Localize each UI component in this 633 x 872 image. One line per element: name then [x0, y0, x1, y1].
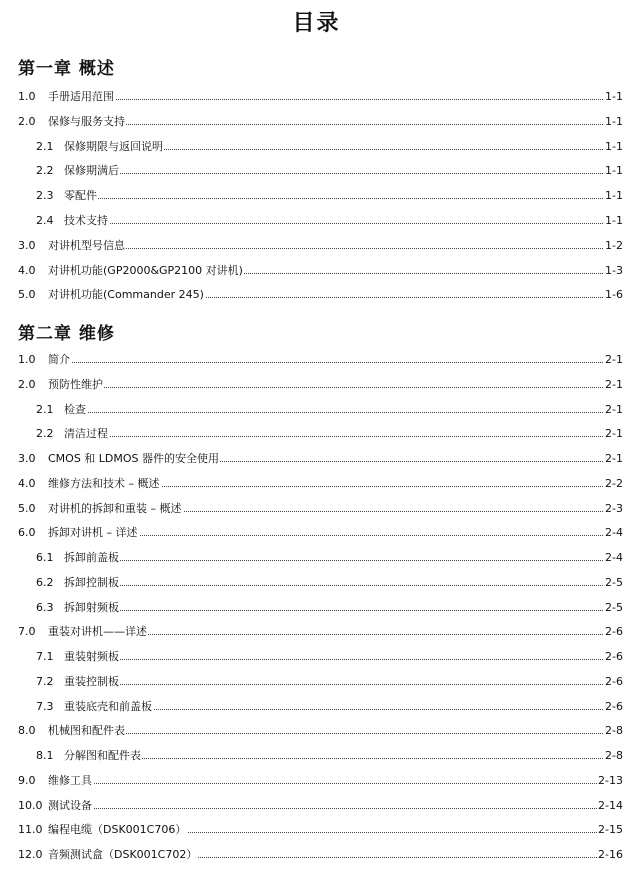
toc-entry-title: 测试设备	[48, 798, 92, 812]
toc-entry-number: 2.1	[36, 402, 54, 416]
toc-entry-number: 6.3	[36, 600, 54, 614]
toc-entry-page: 2-16	[598, 848, 623, 861]
toc-entry[interactable]	[0, 674, 633, 690]
toc-entry-title: 保修期限与返回说明	[64, 139, 163, 153]
toc-entry-title: 简介	[48, 353, 70, 366]
toc-entry-page: 1-2	[605, 238, 623, 252]
toc-entry[interactable]	[0, 798, 633, 814]
toc-leader-dots	[64, 758, 619, 759]
toc-entry-page: 2-1	[605, 353, 623, 366]
toc-entry-number: 12.0	[18, 848, 43, 861]
toc-entry-page: 2-1	[605, 402, 623, 416]
toc-leader-dots	[64, 436, 619, 437]
toc-entry[interactable]	[0, 188, 633, 204]
toc-entry-title: 重装对讲机——详述	[48, 625, 147, 639]
toc-entry-title: 零配件	[64, 189, 97, 203]
toc-leader-dots	[64, 198, 619, 199]
toc-entry-page: 2-4	[605, 551, 623, 564]
toc-entry-number: 5.0	[18, 288, 36, 302]
toc-entry[interactable]	[0, 649, 633, 665]
toc-entry-number: 8.1	[36, 749, 54, 762]
toc-entry[interactable]	[0, 213, 633, 229]
toc-entry-number: 4.0	[18, 263, 36, 277]
toc-entry-page: 2-2	[605, 476, 623, 490]
toc-leader-dots	[48, 387, 619, 388]
toc-entry-title: 清洁过程	[64, 427, 108, 441]
toc-entry-number: 6.0	[18, 526, 36, 540]
toc-entry-page: 2-5	[605, 600, 623, 614]
toc-entry-title: 音频测试盒（DSK001C702）	[48, 848, 198, 861]
toc-entry-number: 1.0	[18, 353, 36, 366]
toc-entry-title: 重装射频板	[64, 650, 119, 663]
toc-entry-title: 拆卸前盖板	[64, 551, 119, 564]
toc-entry-number: 3.0	[18, 238, 36, 252]
toc-entry-title: 拆卸控制板	[64, 575, 119, 589]
toc-entry-number: 11.0	[18, 823, 43, 837]
toc-entry[interactable]	[0, 426, 633, 442]
toc-entry-number: 7.0	[18, 625, 36, 639]
toc-entry-title: 对讲机功能(Commander 245)	[48, 288, 204, 302]
toc-entry-page: 2-8	[605, 749, 623, 762]
toc-entry[interactable]	[0, 263, 633, 279]
toc-entry[interactable]	[0, 402, 633, 418]
toc-entry-page: 2-6	[605, 674, 623, 688]
toc-entry-number: 2.1	[36, 139, 54, 153]
toc-entry-title: 分解图和配件表	[64, 749, 141, 762]
toc-entry-number: 2.2	[36, 427, 54, 441]
toc-entry-number: 10.0	[18, 798, 43, 812]
toc-leader-dots	[64, 659, 619, 660]
toc-entry[interactable]	[0, 114, 633, 130]
toc-entry-title: 手册适用范围	[48, 90, 114, 103]
toc-entry-title: 拆卸射频板	[64, 600, 119, 614]
toc-entry-number: 2.3	[36, 189, 54, 203]
toc-entry-page: 2-4	[605, 526, 623, 540]
toc-entry-page: 2-5	[605, 575, 623, 589]
toc-entry-number: 1.0	[18, 90, 36, 103]
toc-entry-title: 机械图和配件表	[48, 724, 125, 738]
toc-leader-dots	[64, 223, 619, 224]
toc-entry[interactable]	[0, 575, 633, 591]
page-title: 目录	[292, 11, 341, 36]
toc-entry-page: 1-1	[605, 189, 623, 203]
toc-entry-page: 2-1	[605, 377, 623, 391]
toc-entry-page: 1-6	[605, 288, 623, 302]
toc-entry-title: 预防性维护	[48, 377, 103, 391]
toc-entry-title: 检查	[64, 402, 86, 416]
toc-entry-page: 1-1	[605, 139, 623, 153]
toc-entry-number: 8.0	[18, 724, 36, 738]
toc-entry[interactable]	[0, 377, 633, 393]
toc-entry-title: 对讲机型号信息	[48, 238, 125, 252]
toc-entry-number: 7.1	[36, 650, 54, 663]
toc-entry-title: 技术支持	[64, 214, 108, 227]
toc-entry-page: 1-1	[605, 214, 623, 227]
toc-entry[interactable]	[0, 748, 633, 764]
toc-entry[interactable]	[0, 773, 633, 789]
toc-entry-page: 2-6	[605, 699, 623, 713]
toc-entry[interactable]	[0, 699, 633, 715]
toc-leader-dots	[64, 173, 619, 174]
toc-entry[interactable]	[0, 139, 633, 155]
toc-entry-number: 2.4	[36, 214, 54, 227]
toc-leader-dots	[48, 783, 619, 784]
toc-entry-number: 3.0	[18, 452, 36, 465]
toc-entry[interactable]	[0, 624, 633, 640]
toc-entry-number: 6.1	[36, 551, 54, 564]
toc-leader-dots	[64, 684, 619, 685]
chapter-1-heading: 第一章 概述	[18, 59, 115, 79]
toc-entry-number: 7.3	[36, 699, 54, 713]
toc-entry-number: 2.0	[18, 114, 36, 128]
toc-entry[interactable]	[0, 600, 633, 616]
toc-entry-page: 1-1	[605, 164, 623, 178]
toc-entry-title: CMOS 和 LDMOS 器件的安全使用	[48, 452, 220, 465]
toc-entry-number: 2.0	[18, 377, 36, 391]
toc-entry-page: 2-6	[605, 650, 623, 663]
toc-entry-title: 保修期满后	[64, 164, 119, 178]
toc-entry[interactable]	[0, 352, 633, 368]
toc-entry[interactable]	[0, 501, 633, 517]
toc-entry-number: 6.2	[36, 575, 54, 589]
toc-entry[interactable]	[0, 847, 633, 863]
toc-entry-page: 2-6	[605, 625, 623, 639]
toc-leader-dots	[64, 585, 619, 586]
toc-entry[interactable]	[0, 525, 633, 541]
toc-leader-dots	[64, 412, 619, 413]
toc-entry[interactable]	[0, 163, 633, 179]
toc-entry[interactable]	[0, 238, 633, 254]
toc-entry[interactable]	[0, 287, 633, 303]
toc-entry-title: 保修与服务支持	[48, 114, 125, 128]
toc-entry[interactable]	[0, 89, 633, 105]
toc-entry-title: 重装底壳和前盖板	[64, 699, 152, 713]
toc-entry-page: 2-14	[598, 798, 623, 812]
toc-entry-number: 9.0	[18, 773, 36, 787]
toc-entry-title: 维修工具	[48, 773, 92, 787]
toc-entry[interactable]	[0, 451, 633, 467]
toc-entry-number: 2.2	[36, 164, 54, 178]
toc-leader-dots	[48, 99, 619, 100]
toc-entry[interactable]	[0, 723, 633, 739]
toc-leader-dots	[48, 733, 619, 734]
toc-entry-number: 5.0	[18, 501, 36, 515]
toc-entry-title: 拆卸对讲机 – 详述	[48, 526, 138, 540]
toc-leader-dots	[48, 248, 619, 249]
toc-entry[interactable]	[0, 822, 633, 838]
toc-leader-dots	[48, 124, 619, 125]
toc-entry-title: 对讲机功能(GP2000&GP2100 对讲机)	[48, 263, 243, 277]
chapter-2-heading: 第二章 维修	[18, 324, 115, 344]
toc-entry-page: 2-1	[605, 452, 623, 465]
toc-entry-page: 2-13	[598, 773, 623, 787]
toc-leader-dots	[48, 808, 619, 809]
toc-entry-number: 4.0	[18, 476, 36, 490]
toc-entry-page: 2-15	[598, 823, 623, 837]
toc-entry-page: 2-3	[605, 501, 623, 515]
toc-leader-dots	[64, 560, 619, 561]
toc-entry-number: 7.2	[36, 674, 54, 688]
toc-entry-title: 编程电缆（DSK001C706）	[48, 823, 187, 837]
toc-entry-page: 1-1	[605, 90, 623, 103]
toc-entry-page: 1-1	[605, 114, 623, 128]
toc-leader-dots	[48, 362, 619, 363]
toc-entry-title: 维修方法和技术 – 概述	[48, 476, 160, 490]
toc-entry-page: 2-8	[605, 724, 623, 738]
toc-entry[interactable]	[0, 476, 633, 492]
toc-entry-title: 对讲机的拆卸和重装 – 概述	[48, 501, 182, 515]
toc-entry-page: 1-3	[605, 263, 623, 277]
toc-entry[interactable]	[0, 550, 633, 566]
toc-entry-title: 重装控制板	[64, 674, 119, 688]
toc-leader-dots	[64, 610, 619, 611]
toc-entry-page: 2-1	[605, 427, 623, 441]
